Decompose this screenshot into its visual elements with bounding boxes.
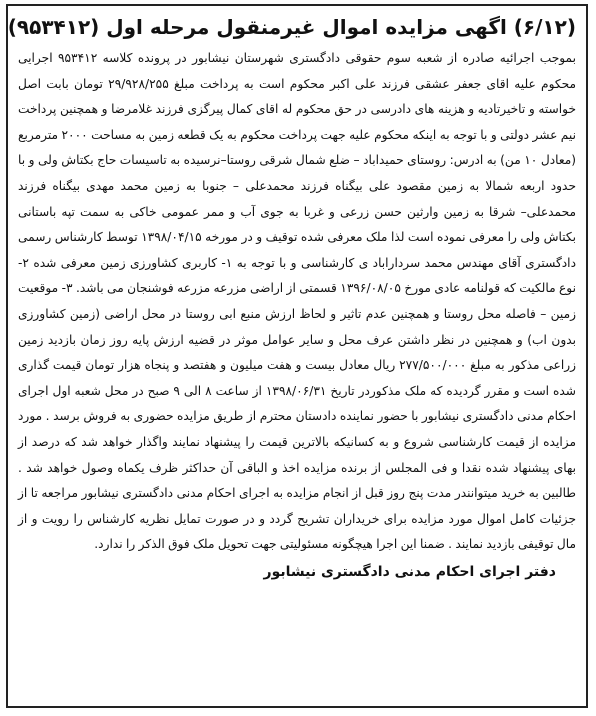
- notice-body: بموجب اجرائیه صادره از شعبه سوم حقوقی دادگستری شهرستان نیشابور در پرونده کلاسه ۹۵۳۴۱۲ اجرایی محکوم علیه اقای جعفر عشقی فرزند علی اکبر محکوم است به پرداخت مبلغ ۲۹/۹۲۸/۲۵۵ تومان بابت اصل خواسته و تاخیرتادیه و هزینه های دادرسی در حق محکوم له اقای کمال پیرگزی فرزند غلامرضا و همچنین پرداخت نیم عشر دولتی و با توجه به اینکه محکوم علیه جهت پرداخت محکوم به یک قطعه زمین به مساحت ۲۰۰۰ مترمربع (معادل ۱۰ من) به ادرس: روستای حمیداباد – ضلع شمال شرقی روستا–نرسیده به تاسیسات حاج بکتاش ولی و با حدود اربعه شمالا به زمین مقصود علی بیگناه فرزند محمدعلی – جنوبا به زمین محمد مهدی بیگناه فرزند محمدعلی– شرقا به زمین وارثین حسن زرعی و غربا به جوی آب و ممر عمومی خاکی به سمت تپه باستانی بکتاش ولی را معرفی نموده است لذا ملک معرفی شده توقیف و در مورخه ۱۳۹۸/۰۴/۱۵ توسط کارشناس رسمی دادگستری آقای مهندس محمد سرداراباد ی کارشناسی و با توجه به ۱- کاربری کشاورزی زمین معرفی شده ۲- نوع مالکیت که قولنامه عادی مورخ ۱۳۹۶/۰۸/۰۵ قسمتی از اراضی مزرعه مزرعه فوشنجان می باشد. ۳- موقعیت زمین – فاصله محل روستا و همچنین عدم تاثیر و لحاظ ارزش منبع ابی روستا در محل اراضی (زمین کشاورزی بدون اب) و همچنین در نظر داشتن عرف محل و سایر عوامل موثر در قضیه ارزش پایه روز زمان بازدید زمین زراعی مذکور به مبلغ ۲۷۷/۵۰۰/۰۰۰ ریال معادل بیست و هفت میلیون و هفتصد و پنجاه هزار تومان قیمت گذاری شده است و مقرر گردیده که ملک مذکوردر تاریخ ۱۳۹۸/۰۶/۳۱ از ساعت ۸ الی ۹ صبح در محل شعبه اول اجرای احکام مدنی دادگستری نیشابور با حضور نماینده دادستان محترم از طریق مزایده حضوری به فروش برسد . مورد مزایده از قیمت کارشناسی شروع و به کسانیکه بالاترین قیمت را پیشنهاد نمایند واگذار خواهد شد که درصد از بهای پیشنهاد شده نقدا و فی المجلس از برنده مزایده اخذ و الباقی آن حداکثر ظرف یکماه وصول خواهد شد . طالبین به خرید میتوانندر مدت پنج روز قبل از انجام مزایده به اجرای احکام مدنی دادگستری نیشابور مراجعه تا از جزئیات کامل اموال مورد مزایده برای خریداران تشریح گردد و در صورت تمایل نظریه کارشناس را رویت و از مال توقیفی بازدید نمایند . ضمنا این اجرا هیچگونه مسئولیتی جهت تحویل ملک فوق الذکر را ندارد.: [18, 51, 577, 552]
- notice-title: (۶/۱۲) اگهی مزایده اموال غیرمنقول مرحله اول (۹۵۳۴۱۲): [7, 15, 576, 39]
- notice-signature: دفتر اجرای احکام مدنی دادگستری نیشابور: [263, 563, 556, 580]
- auction-notice: [6, 4, 588, 708]
